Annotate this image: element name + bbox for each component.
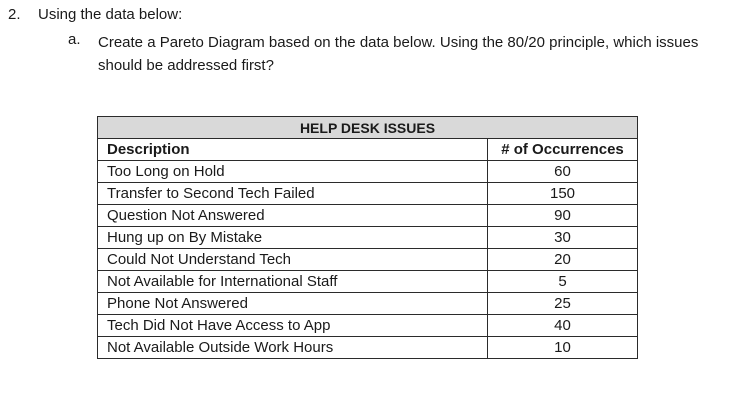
table-row (98, 183, 638, 205)
row-description: Tech Did Not Have Access to App (98, 315, 488, 337)
question-number: 2. (8, 6, 21, 23)
row-occurrences: 5 (488, 271, 638, 293)
question-text: Using the data below: (38, 6, 183, 23)
row-description: Not Available for International Staff (98, 271, 488, 293)
table-row (98, 337, 638, 359)
row-description: Not Available Outside Work Hours (98, 337, 488, 359)
row-description: Hung up on By Mistake (98, 227, 488, 249)
row-occurrences: 40 (488, 315, 638, 337)
table-row (98, 271, 638, 293)
row-occurrences: 60 (488, 161, 638, 183)
table-title-row (98, 117, 638, 139)
row-occurrences: 150 (488, 183, 638, 205)
row-occurrences: 10 (488, 337, 638, 359)
row-occurrences: 25 (488, 293, 638, 315)
row-description: Transfer to Second Tech Failed (98, 183, 488, 205)
row-occurrences: 20 (488, 249, 638, 271)
table-row (98, 227, 638, 249)
table-row (98, 205, 638, 227)
row-description: Question Not Answered (98, 205, 488, 227)
table-row (98, 249, 638, 271)
row-description: Phone Not Answered (98, 293, 488, 315)
table-header-row (98, 139, 638, 161)
column-header-occurrences: # of Occurrences (488, 139, 638, 161)
help-desk-issues-table (97, 116, 638, 359)
table-row (98, 161, 638, 183)
row-occurrences: 90 (488, 205, 638, 227)
table-row (98, 315, 638, 337)
row-description: Too Long on Hold (98, 161, 488, 183)
table-title: HELP DESK ISSUES (98, 117, 638, 139)
row-occurrences: 30 (488, 227, 638, 249)
row-description: Could Not Understand Tech (98, 249, 488, 271)
column-header-description: Description (98, 139, 488, 161)
table-row (98, 293, 638, 315)
sub-question-text: Create a Pareto Diagram based on the data below. Using the 80/20 principle, which issues should be addressed first? (98, 34, 699, 74)
sub-question-letter: a. (68, 31, 81, 48)
